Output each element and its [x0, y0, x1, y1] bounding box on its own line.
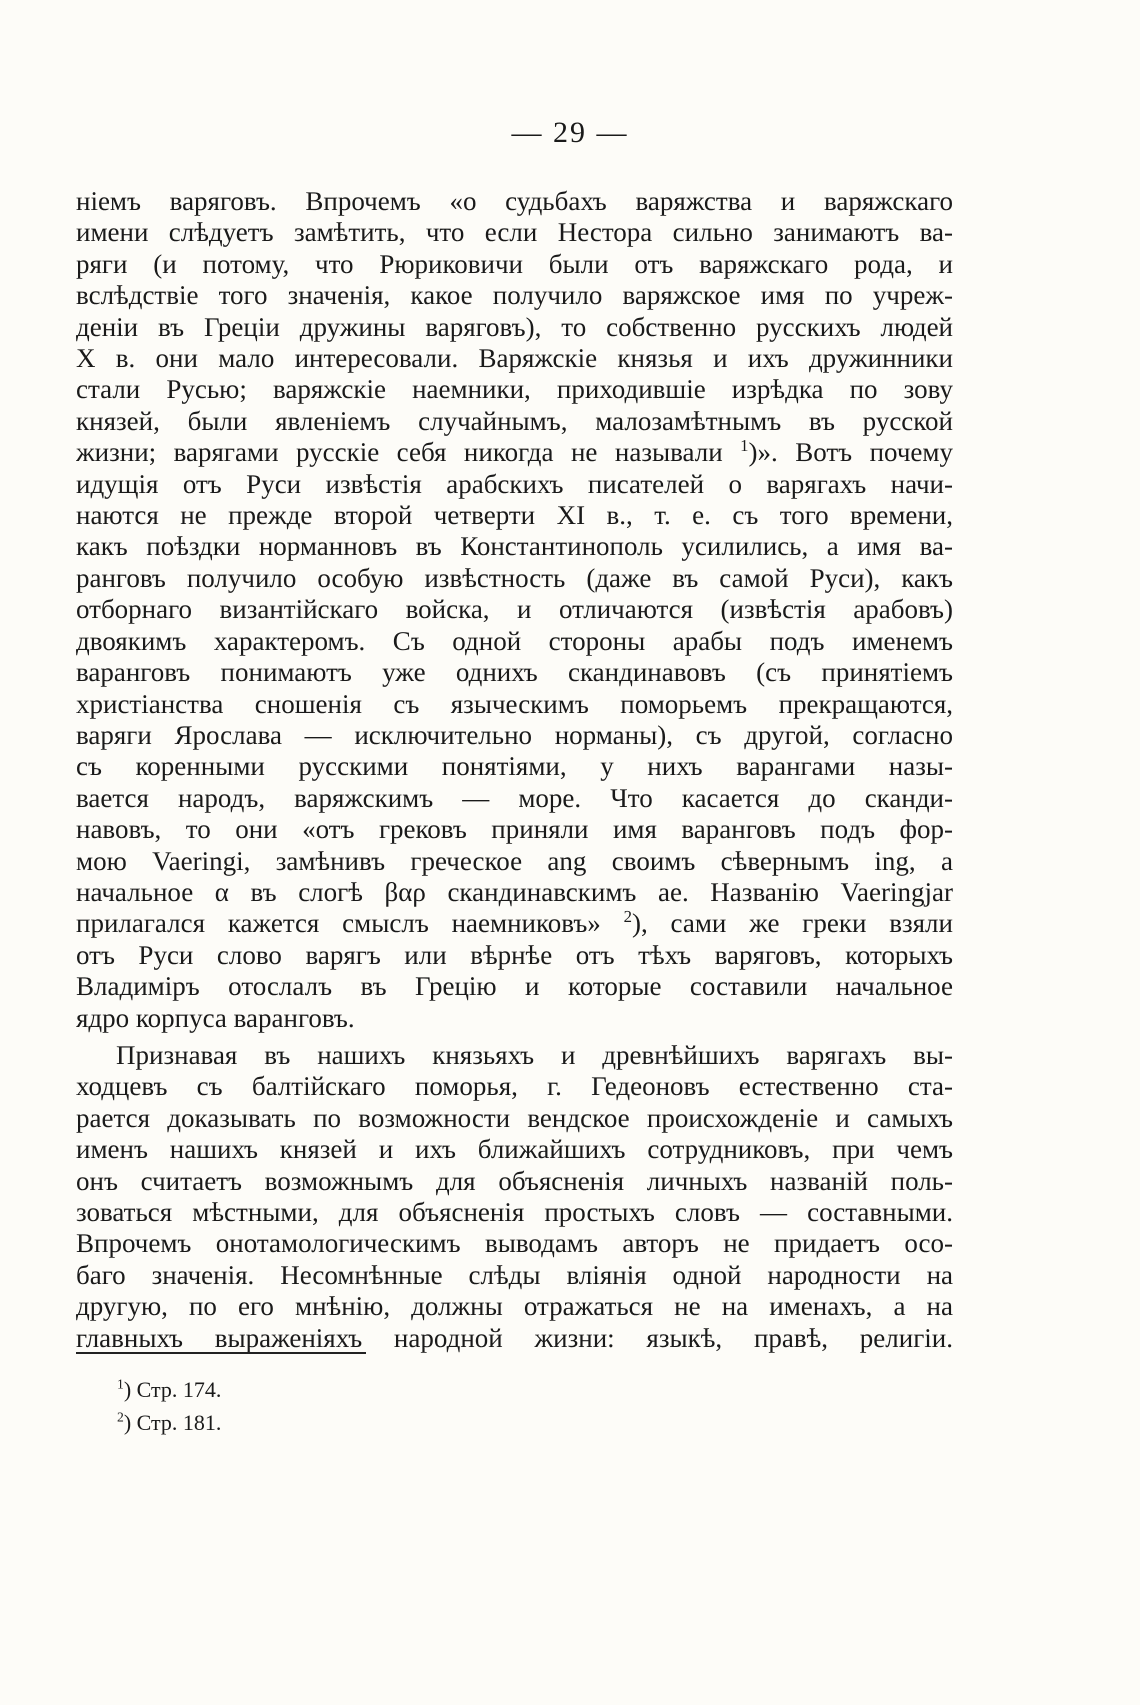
text-line: христіанства сношенія съ языческимъ поморьемъ прекращаются,: [76, 688, 953, 719]
footnote-text: ) Стр. 174.: [123, 1377, 222, 1402]
text-line: мою Vaeringi, замѣнивъ греческое ang своимъ сѣвернымъ ing, а: [76, 845, 953, 876]
page-number: — 29 —: [511, 116, 629, 149]
text-line: имени слѣдуетъ замѣтить, что если Нестора сильно занимаютъ ва-: [76, 217, 953, 248]
text-line: главныхъ выраженіяхъ народной жизни: языкѣ, правѣ, религіи.: [76, 1322, 953, 1353]
text-line: наются не прежде второй четверти XI в., т. е. съ того времени,: [76, 500, 953, 531]
text-line: именъ нашихъ князей и ихъ ближайшихъ сотрудниковъ, при чемъ: [76, 1134, 953, 1165]
text-line: X в. они мало интересовали. Варяжскіе князья и ихъ дружинники: [76, 343, 953, 374]
text-line: ранговъ получило особую извѣстность (даже въ самой Руси), какъ: [76, 562, 953, 593]
footnote-text: ) Стр. 181.: [123, 1410, 222, 1435]
text-line: навовъ, то они «отъ грековъ приняли имя варанговъ подъ фор-: [76, 814, 953, 845]
text-line: съ коренными русскими понятіями, у нихъ варангами назы-: [76, 751, 953, 782]
text-line: ніемъ варяговъ. Впрочемъ «о судьбахъ варяжства и варяжскаго: [76, 186, 953, 216]
text-line: вслѣдствіе того значенія, какое получило варяжское имя по учреж-: [76, 280, 953, 311]
text-line: ядро корпуса варанговъ.: [76, 1002, 355, 1033]
footnote-reference: 1: [740, 437, 749, 456]
footnote-1: [117, 1373, 221, 1406]
paragraph-2: [76, 1040, 953, 1354]
text-line: прилагался кажется смыслъ наемниковъ» $^2$), сами же греки взяли: [76, 908, 953, 939]
text-line: отборнаго византійскаго войска, и отличаются (извѣстія арабовъ): [76, 594, 953, 625]
text-line: Впрочемъ онотамологическимъ выводамъ авторъ не придаетъ осо-: [76, 1228, 953, 1259]
text-line: варанговъ понимаютъ уже однихъ скандинавовъ (съ принятіемъ: [76, 657, 953, 688]
text-line: деніи въ Греціи дружины варяговъ), то собственно русскихъ людей: [76, 311, 953, 342]
text-line: князей, были явленіемъ случайнымъ, малозамѣтнымъ въ русской: [76, 405, 953, 436]
text-line: жизни; варягами русскіе себя никогда не называли $^1$)». Вотъ почему: [76, 437, 953, 468]
text-line: баго значенія. Несомнѣнные слѣды вліянія одной народности на: [76, 1259, 953, 1290]
text-line: идущія отъ Руси извѣстія арабскихъ писателей о варягахъ начи-: [76, 468, 953, 499]
paragraph-1: [76, 186, 953, 1034]
text-line: другую, по его мнѣнію, должны отражаться не на именахъ, а на: [76, 1291, 953, 1322]
text-line: Признавая въ нашихъ князьяхъ и древнѣйшихъ варягахъ вы-: [116, 1039, 953, 1070]
text-line: отъ Руси слово варягъ или вѣрнѣе отъ тѣхъ варяговъ, которыхъ: [76, 939, 953, 970]
text-line: ходцевъ съ балтійскаго поморья, г. Гедеоновъ естественно ста-: [76, 1071, 953, 1102]
text-line: стали Русью; варяжскіе наемники, приходившіе изрѣдка по зову: [76, 374, 953, 405]
footnote-marker: 1: [117, 1376, 124, 1392]
footnote-2: [117, 1406, 221, 1439]
text-line: вается народъ, варяжскимъ — море. Что касается до сканди-: [76, 782, 953, 813]
footnote-divider: [76, 1352, 366, 1354]
text-line: рается доказывать по возможности вендское происхожденіе и самыхъ: [76, 1102, 953, 1133]
text-line: ряги (и потому, что Рюриковичи были отъ варяжскаго рода, и: [76, 248, 953, 279]
text-line: зоваться мѣстными, для объясненія простыхъ словъ — составными.: [76, 1197, 953, 1227]
text-line: двоякимъ характеромъ. Съ одной стороны арабы подъ именемъ: [76, 625, 953, 656]
body-text: [76, 186, 953, 1354]
text-line: онъ считаетъ возможнымъ для объясненія личныхъ названій поль-: [76, 1165, 953, 1196]
text-line: Владиміръ отослалъ въ Грецію и которые составили начальное: [76, 971, 953, 1002]
footnote-marker: 2: [117, 1409, 124, 1425]
footnote-reference: 2: [623, 908, 632, 927]
footnotes: [117, 1373, 221, 1439]
text-line: варяги Ярослава — исключительно норманы), съ другой, согласно: [76, 719, 953, 750]
text-line: начальное α въ слогѣ βαρ скандинавскимъ ae. Названію Vaeringjar: [76, 876, 953, 907]
text-line: какъ поѣздки норманновъ въ Константинополь усилились, а имя ва-: [76, 531, 953, 562]
